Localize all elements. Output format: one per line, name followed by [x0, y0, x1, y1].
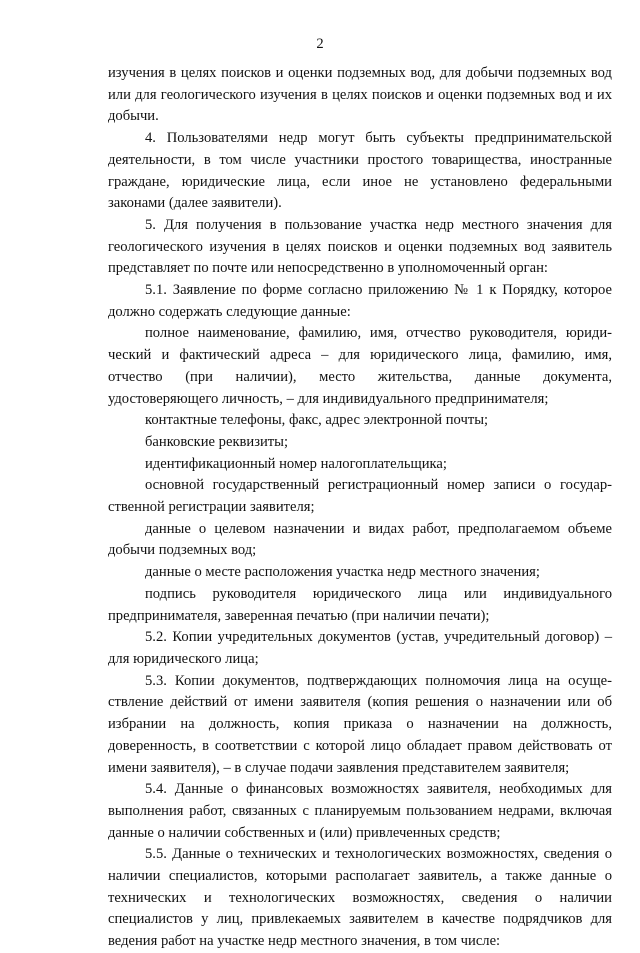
- paragraph: 5.4. Данные о финансовых возможностях заявителя, необходимых для выполнения работ, связанных с планируемым пользованием недрами, включая данные о наличии собственных и (или) привлеченных средств;: [108, 781, 612, 841]
- paragraph: полное наименование, фамилию, имя, отчество руководителя, юриди-ческий и фактический адреса – для юридического лица, фамилию, имя, отчество (при наличии), место жительства, данные документа, удостоверяющего личность, – для индивидуального предпринимателя;: [108, 325, 612, 407]
- paragraph: данные о целевом назначении и видах работ, предполагаемом объеме добычи подземных вод;: [108, 520, 612, 559]
- paragraph: 5. Для получения в пользование участка недр местного значения для геологического изучения в целях поисков и оценки подземных вод заявитель представляет по почте или непосредственно в уполномоченный орган:: [108, 216, 612, 277]
- paragraph: 5.5. Данные о технических и технологических возможностях, сведения о наличии специалистов, которыми располагает заявитель, а также данные о технических и технологических возможностях, сведения о наличии специалистов у лиц, привлекаемых заявителем в качестве подрядчиков для ведения работ на участке недр местного значения, в том числе:: [108, 846, 612, 950]
- document-body: [108, 63, 612, 953]
- paragraph: 5.1. Заявление по форме согласно приложению № 1 к Порядку, которое должно содержать следующие данные:: [108, 282, 612, 320]
- paragraph: подпись руководителя юридического лица или индивидуального предпринимателя, заверенная печатью (при наличии печати);: [108, 585, 612, 624]
- paragraph: основной государственный регистрационный номер записи о государ-ственной регистрации заявителя;: [108, 477, 612, 516]
- paragraph: идентификационный номер налогоплательщика;: [145, 455, 447, 472]
- paragraph: 5.2. Копии учредительных документов (устав, учредительный договор) – для юридического лица;: [108, 629, 612, 667]
- paragraph: контактные телефоны, факс, адрес электронной почты;: [145, 412, 489, 429]
- paragraph: изучения в целях поисков и оценки подземных вод, для добычи подземных вод или для геологического изучения в целях поисков и оценки подземных вод и их добычи.: [108, 65, 612, 125]
- paragraph: данные о месте расположения участка недр местного значения;: [145, 564, 540, 581]
- paragraph: банковские реквизиты;: [145, 433, 289, 450]
- page-number: 2: [316, 36, 324, 52]
- paragraph: 5.3. Копии документов, подтверждающих полномочия лица на осуще-ствление действий от имени заявителя (копия решения о назначении или об избрании на должность, копия приказа о назначении на должность, доверенность, в соответствии с которой лицо обладает правом действовать от имени заявителя), – в случае подачи заявления представителем заявителя;: [108, 672, 612, 776]
- paragraph: 4. Пользователями недр могут быть субъекты предпринимательской деятельности, в том числе участники простого товарищества, иностранные граждане, юридические лица, если иное не установлено федеральными законами (далее заявители).: [108, 130, 612, 212]
